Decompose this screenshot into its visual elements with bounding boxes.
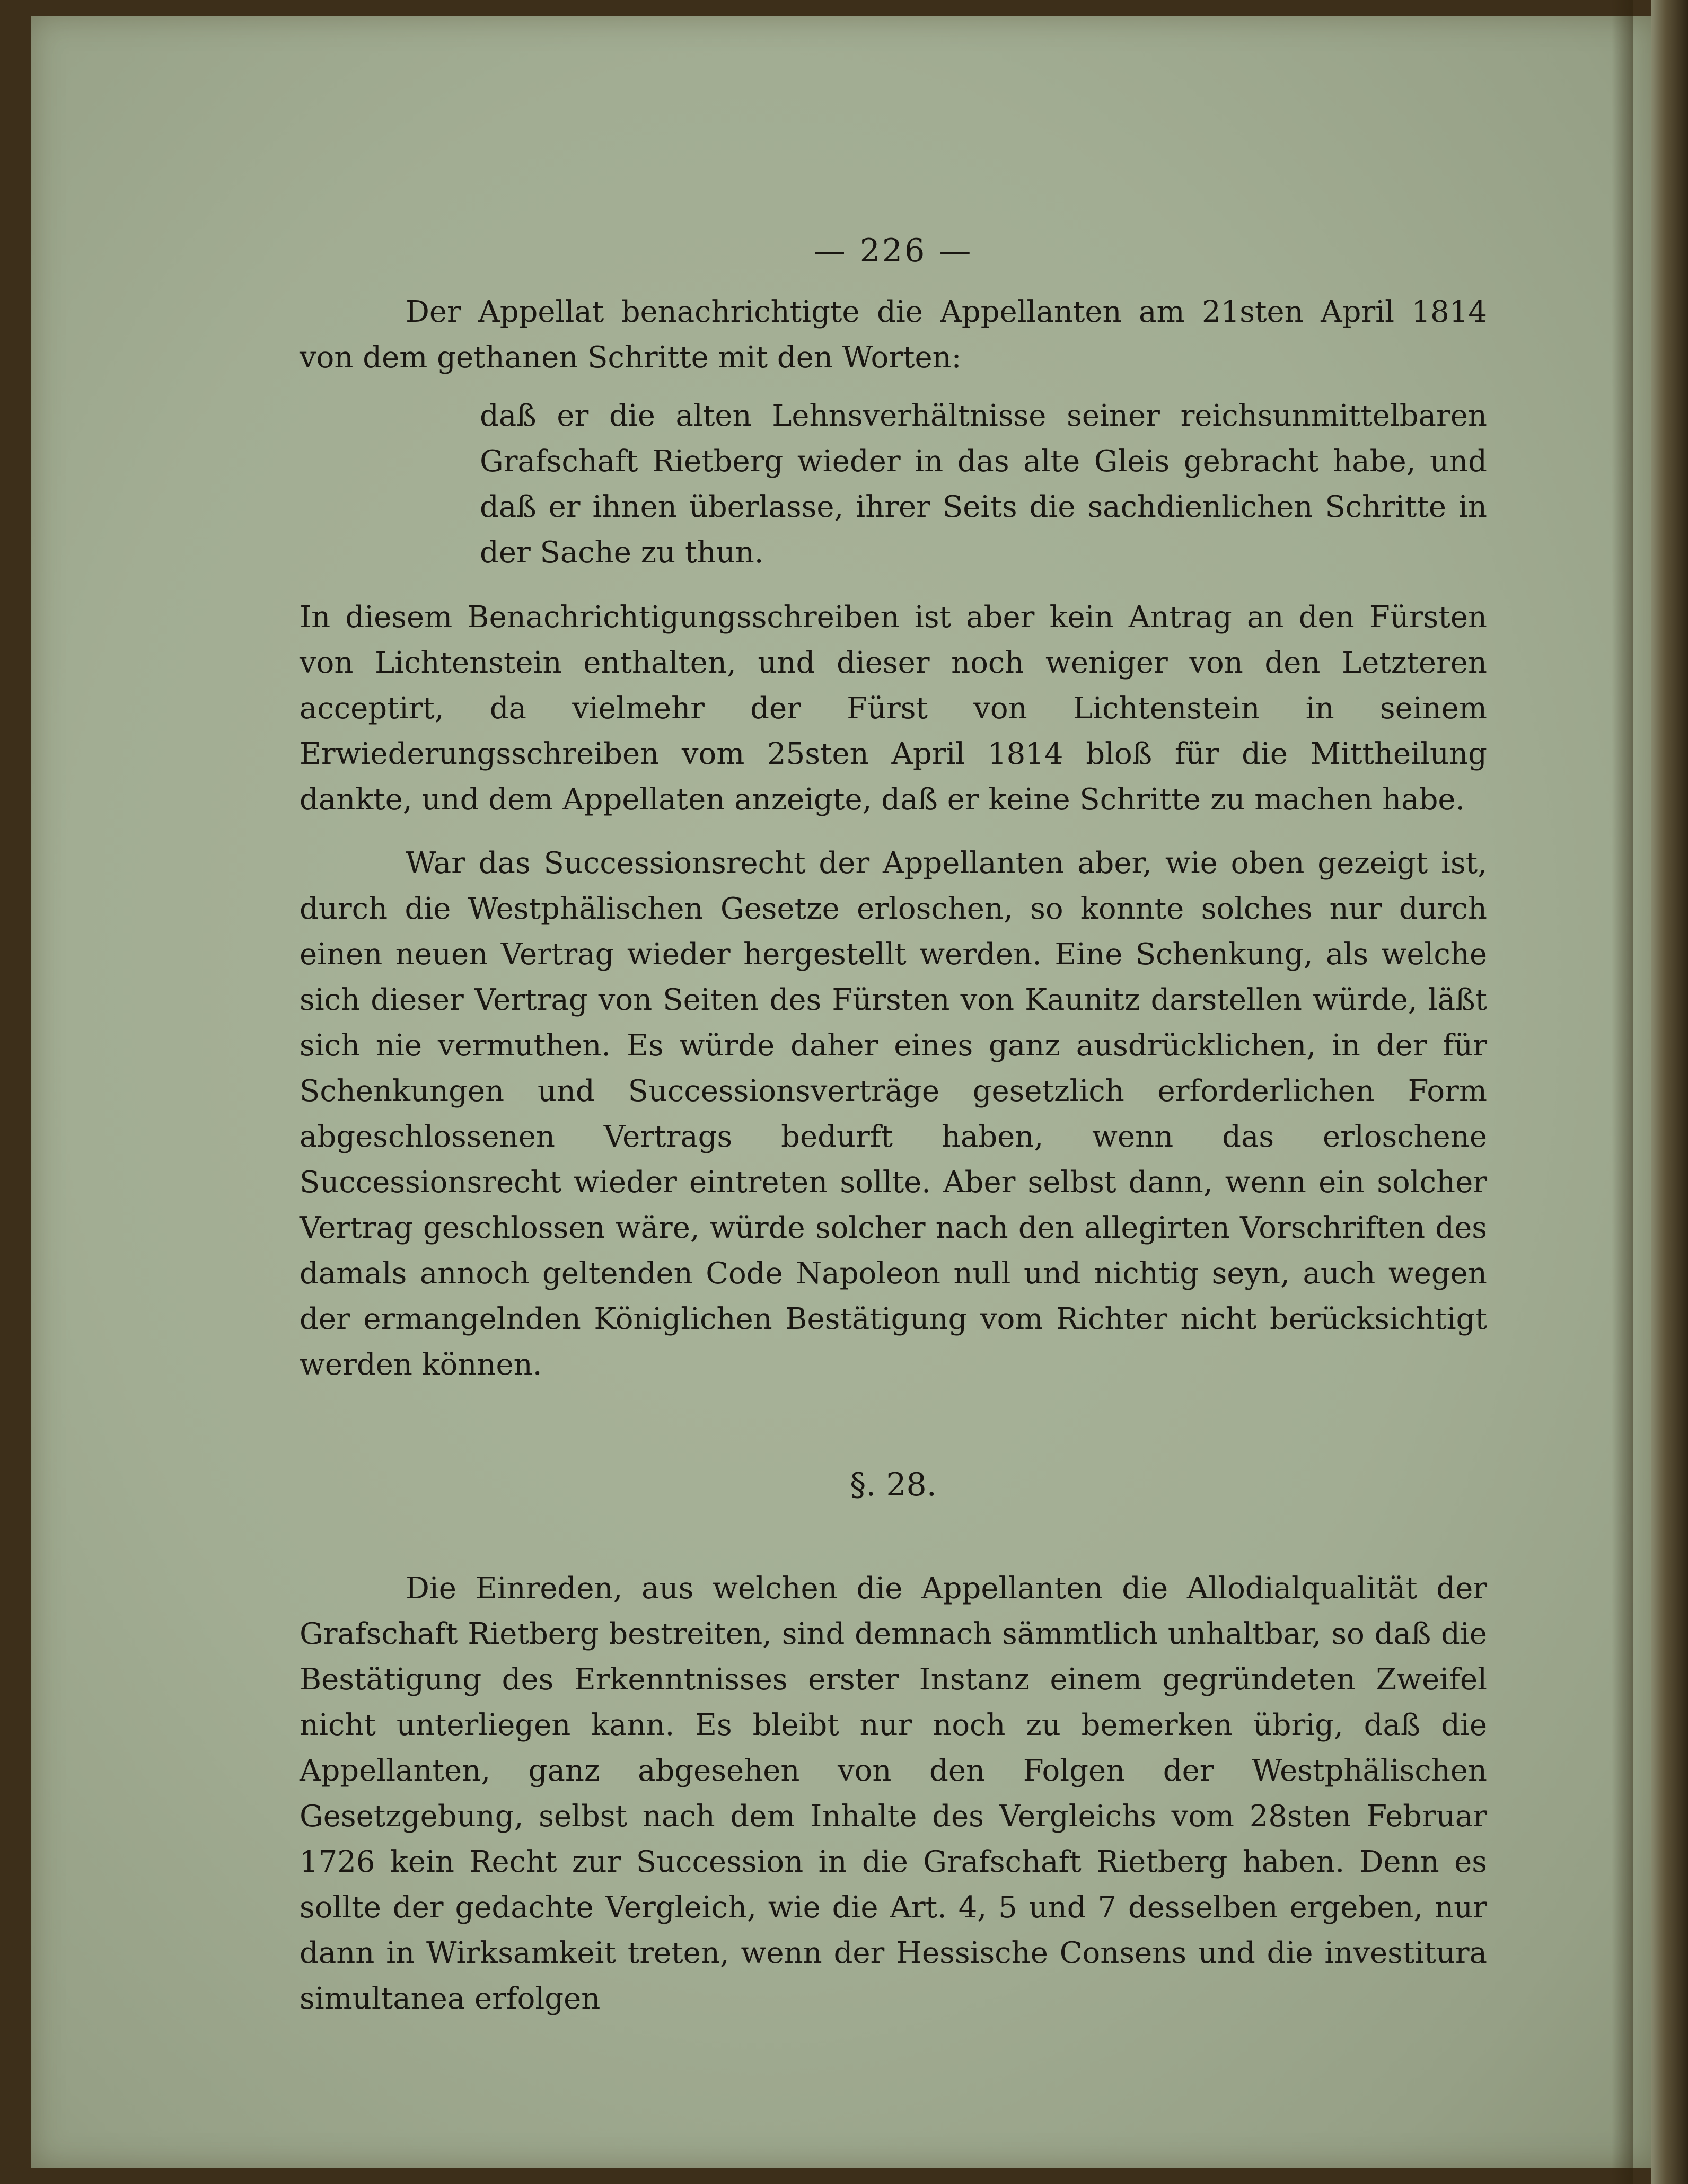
paragraph-2: In diesem Benachrichtigungsschreiben ist aber kein Antrag an den Fürsten von Lichtenstein enthalten, und dieser noch weniger von den Letzteren acceptirt, da vielmehr der Fürst von Lichtenstein in seinem Erwiederungsschreiben vom 25sten April 1814 bloß für die Mittheilung dankte, und dem Appellaten anzeigte, daß er keine Schritte zu machen habe. (300, 600, 1487, 817)
section-heading: §. 28. (850, 1466, 937, 1503)
text-block (300, 228, 1487, 2022)
paragraph-1: Der Appellat benachrichtigte die Appellanten am 21sten April 1814 von dem gethanen Schritte mit den Worten: (300, 295, 1487, 375)
quoted-passage: daß er die alten Lehnsverhältnisse seiner reichsunmittelbaren Grafschaft Rietberg wieder in das alte Gleis gebracht habe, und daß er ihnen überlasse, ihrer Seits die sachdienlichen Schritte in der Sache zu thun. (480, 399, 1487, 570)
spine-shadow (1612, 0, 1633, 2184)
paragraph-4: Die Einreden, aus welchen die Appellanten die Allodialqualität der Grafschaft Rietberg bestreiten, sind demnach sämmtlich unhaltbar, so daß die Bestätigung des Erkenntnisses erster Instanz einem gegründeten Zweifel nicht unterliegen kann. Es bleibt nur noch zu bemerken übrig, daß die Appellanten, ganz abgesehen von den Folgen der Westphälischen Gesetzgebung, selbst nach dem Inhalte des Vergleichs vom 28sten Februar 1726 kein Recht zur Succession in die Grafschaft Rietberg haben. Denn es sollte der gedachte Vergleich, wie die Art. 4, 5 und 7 desselben ergeben, nur dann in Wirksamkeit treten, wenn der Hessische Consens und die investitura simultanea erfolgen (300, 1571, 1487, 2016)
paragraph-3: War das Successionsrecht der Appellanten aber, wie oben gezeigt ist, durch die Westphälischen Gesetze erloschen, so konnte solches nur durch einen neuen Vertrag wieder hergestellt werden. Eine Schenkung, als welche sich dieser Vertrag von Seiten des Fürsten von Kaunitz darstellen würde, läßt sich nie vermuthen. Es würde daher eines ganz ausdrücklichen, in der für Schenkungen und Successionsverträge gesetzlich erforderlichen Form abgeschlossenen Vertrags bedurft haben, wenn das erloschene Successionsrecht wieder eintreten sollte. Aber selbst dann, wenn ein solcher Vertrag geschlossen wäre, würde solcher nach den allegirten Vorschriften des damals annoch geltenden Code Napoleon null und nichtig seyn, auch wegen der ermangelnden Königlichen Bestätigung vom Richter nicht berücksichtigt werden können. (300, 846, 1487, 1382)
page-number: — 226 — (813, 232, 973, 269)
binding-gutter (1651, 0, 1688, 2184)
